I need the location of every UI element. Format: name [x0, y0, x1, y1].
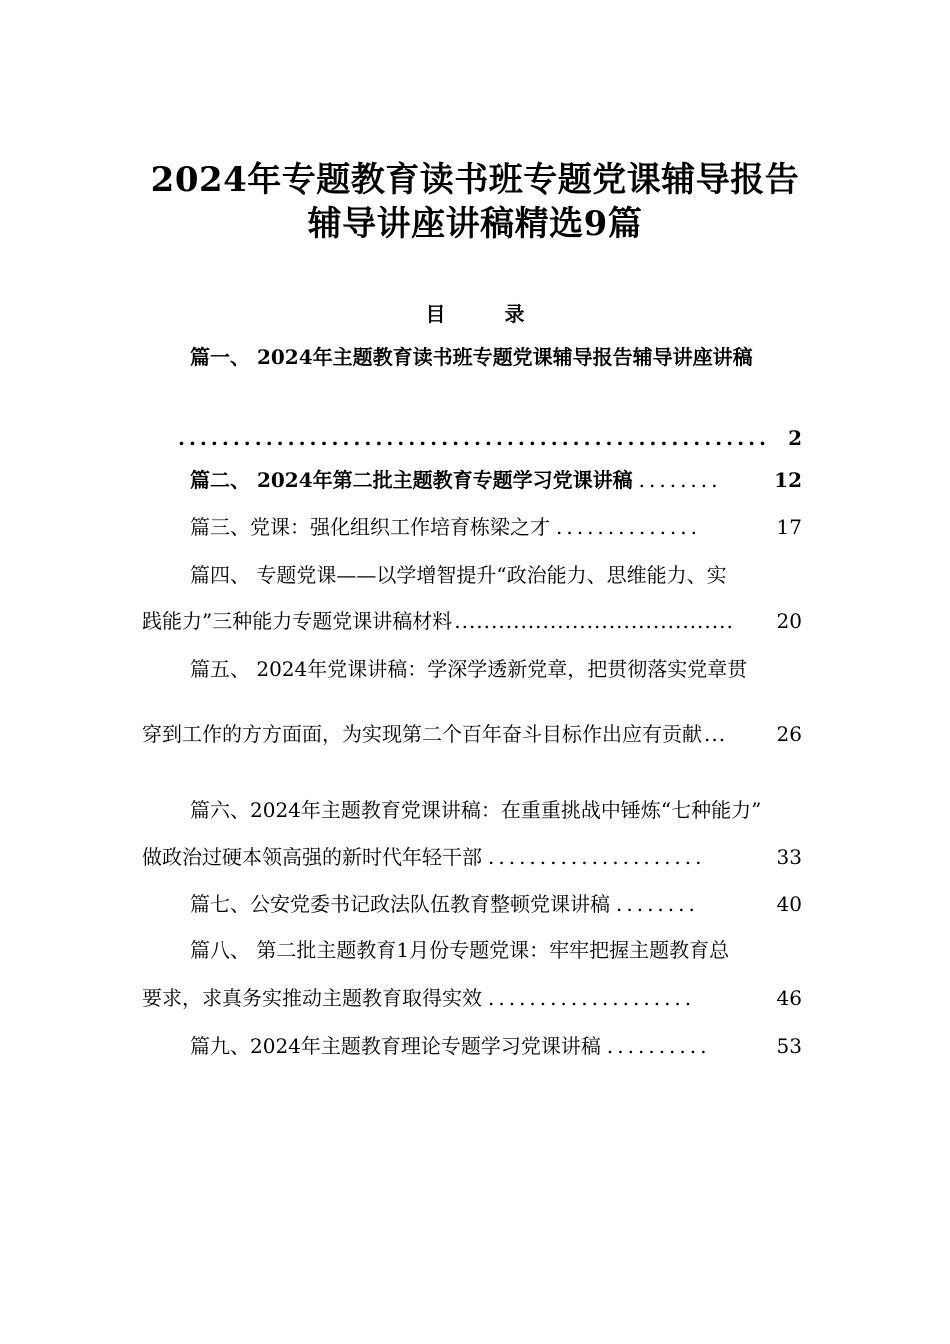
document-title-line-2: 辅导讲座讲稿精选9篇: [307, 204, 643, 244]
toc-entry-5-page: 26: [776, 722, 802, 746]
toc-entry-3-page: 17: [776, 515, 802, 539]
toc-entry-7-page: 40: [776, 892, 802, 916]
toc-entry-3-title: 篇三、党课：强化组织工作培育栋梁之才: [190, 515, 550, 539]
toc-entry-1-leader[interactable]: [178, 424, 802, 452]
toc-entry-5[interactable]: [142, 720, 802, 748]
toc-entry-4-title-line-1[interactable]: 篇四、 专题党课——以学增智提升“政治能力、思维能力、实: [190, 563, 727, 587]
toc-entry-2-page: 12: [774, 468, 802, 492]
toc-entry-4-page: 20: [776, 609, 802, 633]
toc-entry-1-dots: ......................................................: [178, 426, 770, 450]
document-title-line-1: 2024年专题教育读书班专题党课辅导报告: [150, 160, 800, 200]
toc-entry-9[interactable]: [190, 1032, 802, 1060]
toc-entry-9-title: 篇九、2024年主题教育理论专题学习党课讲稿: [190, 1034, 601, 1058]
toc-entry-7-title: 篇七、公安党委书记政法队伍教育整顿党课讲稿: [190, 892, 610, 916]
toc-entry-8-title-line-2: 要求，求真务实推动主题教育取得实效: [142, 986, 482, 1010]
toc-entry-4[interactable]: [142, 607, 802, 635]
toc-entry-4-dots: ......................................: [454, 609, 734, 633]
toc-entry-5-dots: ...: [704, 722, 727, 746]
toc-entry-2-title: 篇二、 2024年第二批主题教育专题学习党课讲稿: [190, 468, 633, 492]
toc-entry-1-page: 2: [788, 426, 802, 450]
toc-entry-6-title-line-1[interactable]: 篇六、2024年主题教育党课讲稿：在重重挑战中锤炼“七种能力”: [190, 798, 762, 822]
toc-entry-6-page: 33: [776, 845, 802, 869]
toc-entry-2[interactable]: [190, 466, 802, 494]
toc-entry-8-dots: ....................: [488, 986, 696, 1010]
toc-entry-8[interactable]: [142, 984, 802, 1012]
toc-entry-8-title-line-1[interactable]: 篇八、 第二批主题教育1月份专题党课：牢牢把握主题教育总: [190, 938, 730, 962]
toc-entry-1-title[interactable]: 篇一、 2024年主题教育读书班专题党课辅导报告辅导讲座讲稿: [190, 345, 753, 369]
toc-entry-5-title-line-2: 穿到工作的方方面面，为实现第二个百年奋斗目标作出应有贡献: [142, 722, 702, 746]
toc-entry-7-dots: ........: [616, 892, 699, 916]
toc-heading: 目 录: [425, 302, 551, 326]
toc-entry-6[interactable]: [142, 843, 802, 871]
toc-entry-9-page: 53: [776, 1034, 802, 1058]
toc-entry-6-title-line-2: 做政治过硬本领高强的新时代年轻干部: [142, 845, 482, 869]
toc-entry-5-title-line-1[interactable]: 篇五、 2024年党课讲稿：学深学透新党章，把贯彻落实党章贯: [190, 657, 748, 681]
toc-entry-8-page: 46: [776, 986, 802, 1010]
toc-entry-6-dots: .....................: [488, 845, 706, 869]
toc-entry-9-dots: ..........: [606, 1034, 711, 1058]
toc-entry-3-dots: ..............: [556, 515, 702, 539]
toc-entry-7[interactable]: [190, 890, 802, 918]
toc-entry-3[interactable]: [190, 513, 802, 541]
toc-entry-4-title-line-2: 践能力”三种能力专题党课讲稿材料: [142, 609, 453, 633]
toc-entry-2-dots: ........: [638, 468, 722, 492]
